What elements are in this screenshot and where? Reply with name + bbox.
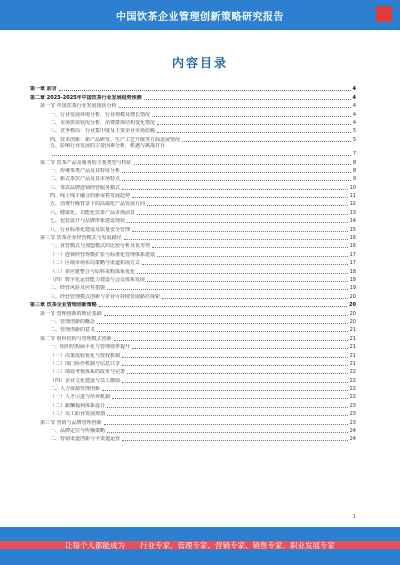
report-title: 中国饮茶企业管理创新策略研究报告: [116, 11, 284, 23]
toc-leader-dots: [132, 231, 348, 232]
toc-entry[interactable]: [30, 359, 356, 367]
toc-entry[interactable]: [30, 258, 356, 266]
toc-entry[interactable]: [30, 233, 356, 241]
toc-leader-dots: [132, 197, 348, 198]
toc-entry-text: （二）区域市场布局策略与渠道拓展方式: [50, 260, 141, 267]
toc-entry[interactable]: [30, 199, 356, 207]
toc-leader-dots: [122, 365, 348, 366]
toc-entry[interactable]: [30, 350, 356, 358]
toc-entry[interactable]: [30, 275, 356, 283]
toc-entry-text: 第二章 2023-2025年中国饮茶行业发展趋势预测: [30, 94, 142, 101]
toc-entry-page: 4: [352, 103, 356, 110]
toc-entry-text: 五、消费升级背景下的高端化产品发展方向: [50, 201, 146, 208]
toc-entry-page: 21: [349, 352, 356, 359]
toc-leader-dots: [107, 407, 348, 408]
report-header-bar: [0, 0, 400, 30]
toc-entry-page: 20: [349, 310, 356, 317]
toc-leader-dots: [127, 222, 348, 223]
toc-leader-dots: [157, 256, 348, 257]
toc-entry[interactable]: [30, 101, 356, 109]
toc-entry[interactable]: [30, 134, 356, 142]
toc-entry[interactable]: [30, 126, 356, 134]
toc-leader-dots: [99, 306, 347, 307]
toc-leader-dots: [122, 440, 348, 441]
toc-leader-dots: [137, 214, 348, 215]
page-number: 1: [352, 514, 356, 520]
toc-leader-dots: [157, 132, 351, 133]
toc-entry-text: （一）决策流程优化与授权机制: [50, 352, 121, 359]
toc-entry-text: 二、市场供需状况分析，消费群体结构变化情况: [50, 119, 156, 126]
toc-entry-text: 二、营销渠道创新与全渠道运营: [50, 436, 121, 443]
toc-leader-dots: [124, 239, 348, 240]
toc-entry[interactable]: [30, 84, 356, 92]
toc-leader-dots: [127, 373, 348, 374]
toc-entry-page: 21: [349, 335, 356, 342]
toc-entry-page: 5: [352, 136, 356, 143]
toc-leader-dots: [104, 424, 348, 425]
toc-entry-page: 18: [349, 276, 356, 283]
toc-entry[interactable]: [30, 308, 356, 316]
toc-entry-page: 4: [352, 86, 356, 93]
toc-leader-dots: [144, 99, 351, 100]
toc-entry-page: 13: [349, 209, 356, 216]
toc-entry-page: 16: [349, 235, 356, 242]
toc-entry-text: 第三节 饮茶企业经营模式与发展路径: [40, 235, 122, 242]
toc-entry-text: 七、包装设计与品牌形象建设现状: [50, 218, 126, 225]
toc-leader-dots: [102, 390, 348, 391]
toc-entry[interactable]: [30, 333, 356, 341]
toc-entry-page: 9: [352, 176, 356, 183]
toc-entry-page: 20: [349, 318, 356, 325]
toc-leader-dots: [97, 331, 348, 332]
toc-entry-text: 第一节 中国饮茶行业发展现状分析: [40, 103, 117, 110]
toc-leader-dots: [59, 90, 351, 91]
toc-entry[interactable]: [30, 367, 356, 375]
toc-entry-text: （四）数字化运营能力建设与会员体系发展: [50, 276, 146, 283]
toc-entry-text: 第三章 饮茶企业管理创新策略: [30, 302, 97, 309]
toc-entry[interactable]: [30, 174, 356, 182]
toc-entry-page: 18: [349, 268, 356, 275]
toc-entry[interactable]: [30, 300, 356, 308]
toc-entry[interactable]: [30, 400, 356, 408]
toc-entry-page: 14: [349, 218, 356, 225]
toc-leader-dots: [119, 107, 351, 108]
toc-entry[interactable]: [30, 426, 356, 434]
toc-entry-page: 7: [352, 151, 356, 158]
toc-entry-page: 20: [349, 293, 356, 300]
toc-entry-page: 4: [352, 94, 356, 101]
toc-entry[interactable]: [30, 342, 356, 350]
toc-entry-text: 二、人力资源管理创新: [50, 386, 101, 393]
toc-entry[interactable]: [30, 434, 356, 442]
toc-leader-dots: [162, 298, 348, 299]
toc-entry-text: 三、竞争格局：行业集中度及主要企业市场份额: [50, 128, 156, 135]
toc-entry[interactable]: [30, 317, 356, 325]
toc-entry[interactable]: [30, 325, 356, 333]
toc-leader-dots: [107, 415, 348, 416]
toc-entry[interactable]: [30, 384, 356, 392]
toc-entry-page: 11: [349, 193, 356, 200]
toc-leader-dots: [107, 432, 348, 433]
toc-entry-text: 二、经营风险及应对措施: [50, 285, 106, 292]
toc-entry[interactable]: [30, 207, 356, 215]
toc-entry[interactable]: [30, 182, 356, 190]
toc-entry-page: 23: [349, 402, 356, 409]
toc-leader-dots: [122, 189, 348, 190]
toc-entry-text: 一、品牌定位与传播策略: [50, 428, 106, 435]
toc-leader-dots: [182, 141, 351, 142]
toc-leader-dots: [157, 124, 351, 125]
toc-entry-text: 第二节 饮茶产品及服务的主要类型与特征: [40, 159, 132, 166]
toc-entry-page: 12: [349, 201, 356, 208]
toc-entry-page: 10: [349, 184, 356, 191]
toc-entry-page: 19: [349, 285, 356, 292]
toc-entry[interactable]: [30, 109, 356, 117]
toc-entry-text: 三、经营管理模式创新与企业可持续发展路径探索: [50, 293, 161, 300]
toc-entry-page: 5: [352, 128, 356, 135]
toc-entry-text: 一、管理创新的概念: [50, 318, 96, 325]
toc-leader-dots: [134, 164, 351, 165]
toc-entry-page: 22: [349, 377, 356, 384]
toc-entry-text: 第二节 组织结构与管理模式创新: [40, 335, 112, 342]
toc-leader-dots: [122, 172, 351, 173]
toc-entry[interactable]: [30, 92, 356, 100]
toc-entry-text: 一、直营模式与加盟模式的比较分析及优劣势: [50, 243, 151, 250]
toc-entry-text: 五、影响行业发展的主要因素分析，机遇与挑战并存: [50, 142, 166, 149]
toc-entry-text: （三）员工职业发展规划: [50, 411, 106, 418]
toc-leader-dots: [147, 205, 348, 206]
toc-entry-text: 六、健康化、功能化饮茶产品市场前景: [50, 209, 136, 216]
toc-entry-text: （三）供应链整合与原料采购体系优化: [50, 268, 136, 275]
toc-entry-text: 八、行业标准化建设及质量安全管理: [50, 226, 131, 233]
footer-slogan: 让每个人都能成为 行业专家、管理专家、营销专家、销售专家、职业发展专家: [65, 540, 335, 550]
toc-entry-page: 22: [349, 369, 356, 376]
toc-entry[interactable]: [30, 392, 356, 400]
toc-entry-text: 一、传统茶类产品及其特征分析: [50, 167, 121, 174]
toc-entry-page: 21: [349, 360, 356, 367]
toc-entry-page: 21: [349, 327, 356, 334]
toc-entry[interactable]: [30, 375, 356, 383]
toc-leader-dots: [52, 155, 351, 156]
toc-leader-dots: [104, 315, 348, 316]
toc-entry-text: 第一节 管理创新的理论基础: [40, 310, 102, 317]
toc-leader-dots: [137, 273, 348, 274]
toc-entry-page: 20: [349, 302, 356, 309]
toc-entry[interactable]: [30, 224, 356, 232]
toc-entry[interactable]: [30, 417, 356, 425]
toc-entry-page: 8: [352, 159, 356, 166]
toc-entry-text: （一）人才引进与培养机制: [50, 394, 111, 401]
toc-entry[interactable]: [30, 216, 356, 224]
toc-entry-text: 二、管理创新的意义: [50, 327, 96, 334]
toc-entry-text: 一、行业发展环境分析，行业规模及增长情况: [50, 111, 151, 118]
toc-entry-page: 16: [349, 243, 356, 250]
toc-leader-dots: [152, 247, 348, 248]
toc-entry-page: 24: [349, 436, 356, 443]
toc-leader-dots: [142, 264, 348, 265]
toc-entry[interactable]: [30, 283, 356, 291]
toc-title: 内容目录: [171, 56, 228, 70]
toc-entry[interactable]: [30, 149, 356, 157]
toc-entry-text: 四、线上线下融合的新零售发展趋势: [50, 193, 131, 200]
toc-entry-text: （四）企业文化建设与员工激励: [50, 377, 121, 384]
toc-leader-dots: [114, 340, 348, 341]
toc-entry[interactable]: [30, 191, 356, 199]
toc-entry[interactable]: [30, 241, 356, 249]
toc-leader-dots: [97, 323, 348, 324]
toc-leader-dots: [112, 398, 348, 399]
toc-entry[interactable]: [30, 266, 356, 274]
toc-leader-dots: [122, 357, 348, 358]
toc-entry-text: （二）部门协作机制与信息共享: [50, 360, 121, 367]
toc-entry-page: 17: [349, 251, 356, 258]
toc-entry-text: （二）薪酬福利体系设计: [50, 402, 106, 409]
toc-entry[interactable]: [30, 409, 356, 417]
toc-entry[interactable]: [30, 118, 356, 126]
toc-leader-dots: [147, 281, 348, 282]
toc-entry-text: 一、组织结构扁平化与管理效率提升: [50, 344, 131, 351]
toc-entry-page: 23: [349, 419, 356, 426]
toc-leader-dots: [122, 180, 351, 181]
toc-entry-page: 24: [349, 428, 356, 435]
toc-entry-text: 二、新式茶饮产品及其市场特点: [50, 176, 121, 183]
table-of-contents: [30, 84, 356, 442]
toc-entry-page: 4: [352, 119, 356, 126]
toc-entry-page: 17: [349, 260, 356, 267]
toc-entry-text: 第三节 营销与品牌管理创新: [40, 419, 102, 426]
toc-entry[interactable]: [30, 166, 356, 174]
toc-entry-text: 三、茶饮品牌连锁经营服务模式: [50, 184, 121, 191]
toc-entry-page: 21: [349, 344, 356, 351]
toc-entry-text: （一）连锁经营规模扩张与标准化管理体系建设: [50, 251, 156, 258]
toc-entry-text: （三）绩效考核体系的改革与完善: [50, 369, 126, 376]
toc-entry-page: 23: [349, 411, 356, 418]
toc-entry-page: 8: [352, 167, 356, 174]
toc-entry-text: 四、技术创新：新产品研发、生产工艺升级等方面进展情况: [50, 136, 181, 143]
toc-leader-dots: [122, 382, 348, 383]
toc-entry[interactable]: [30, 249, 356, 257]
toc-leader-dots: [152, 116, 351, 117]
toc-entry[interactable]: [30, 291, 356, 299]
toc-leader-dots: [107, 289, 348, 290]
toc-entry-page: 22: [349, 394, 356, 401]
corner-logo-mark: [376, 6, 392, 22]
toc-entry-page: 22: [349, 386, 356, 393]
toc-entry[interactable]: [30, 157, 356, 165]
toc-entry-page: 4: [352, 111, 356, 118]
toc-leader-dots: [132, 348, 348, 349]
toc-entry-page: 15: [349, 226, 356, 233]
toc-entry-text: 第一章 前言: [30, 86, 57, 93]
